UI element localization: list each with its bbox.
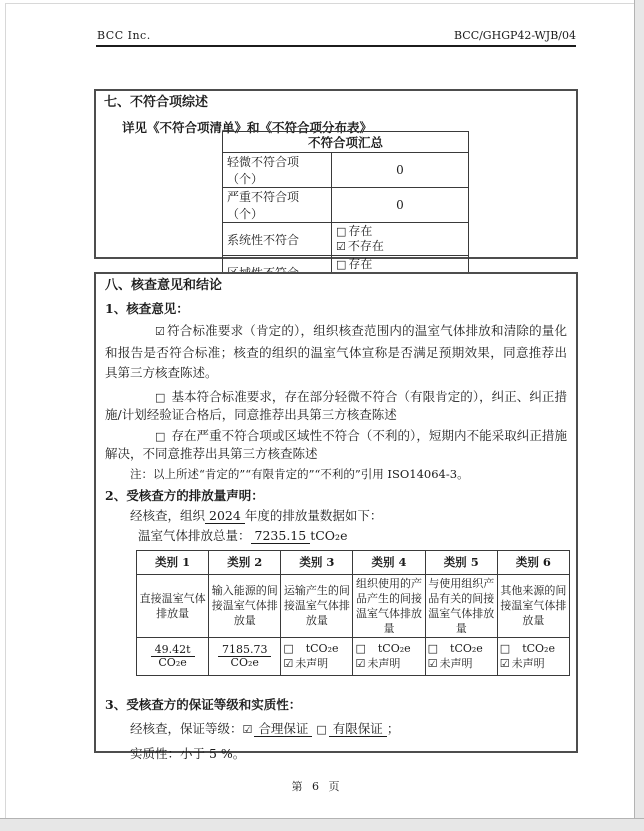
report-year: 2024 [205,508,245,524]
opinion-heading: 1、核查意见： [105,301,189,316]
checkbox-checked-icon: ☑ [336,240,346,253]
undeclared-label: 未声明 [367,657,401,670]
unit: tCO₂e [522,642,555,655]
emission-categories-table [136,550,570,676]
scan-border-line-horizontal [5,3,634,4]
checkbox-unchecked-icon: □ [355,642,366,655]
intro-suffix: 年度的排放量数据如下： [244,507,383,523]
amount: 7185.73 [218,643,272,657]
assurance-heading: 3、受核查方的保证等级和实质性： [105,696,302,712]
header-company: BCC Inc. [97,29,151,42]
declaration-heading: 2、受核查方的排放量声明： [105,487,264,503]
opinion-note: 注：以上所述“肯定的”“有限肯定的”“不利的”引用 ISO14064-3。 [130,466,469,481]
category4-value [353,637,425,675]
checkbox-unchecked-icon: □ [336,258,347,271]
scan-edge-bottom [0,818,644,831]
systemic-nc-label: 系统性不符合 [223,223,332,256]
category-description: 组织使用的产品产生的间接温室气体排放量 [353,574,425,637]
table-header-row [137,550,570,574]
checkbox-checked-icon: ☑ [427,657,438,670]
checkbox-unchecked-icon: □ [336,225,347,238]
undeclared-label: 未声明 [511,657,545,670]
table-row [223,223,469,256]
opinion-text: 基本符合标准要求，存在部分轻微不符合（有限肯定的），纠正、纠正措施/计划经验证合格后，同意推荐出具第三方核查陈述 [105,388,567,422]
limited-assurance-label: 有限保证 [329,721,387,737]
section-verification-conclusion [94,272,578,761]
category-header: 类别 6 [497,550,569,574]
category-header: 类别 1 [137,550,209,574]
total-unit: tCO₂e [310,527,348,543]
reasonable-assurance-label: 合理保证 [254,721,312,737]
intro-prefix: 经核查，组织 [130,507,206,523]
category-header: 类别 2 [209,550,281,574]
major-nc-label: 严重不符合项（个） [223,188,332,223]
table-title: 不符合项汇总 [223,132,469,153]
category-description: 输入能源的间接温室气体排放量 [209,574,281,637]
category6-value [497,637,569,675]
unit: CO₂e [230,656,259,669]
table-description-row [137,574,570,637]
nonconformity-summary-table [222,131,469,289]
section7-title: 七、不符合项综述 [104,95,209,110]
page-number: 第 6 页 [291,780,343,793]
category-header: 类别 4 [353,550,425,574]
assurance-prefix: 经核查，保证等级： [130,720,243,736]
option-label: 存在 [348,257,373,271]
table-row [223,132,469,153]
header-doc-number: BCC/GHGP42-WJB/04 [453,29,576,42]
category1-value [137,637,209,675]
scan-edge-right [634,0,644,831]
opinion-option-limited [105,388,567,423]
major-nc-value: 0 [332,188,469,223]
minor-nc-label: 轻微不符合项（个） [223,153,332,188]
section8-title: 八、核查意见和结论 [105,278,223,293]
unit: CO₂e [158,656,187,669]
opinion-text: 存在严重不符合项或区域性不符合（不利的），短期内不能采取纠正措施解决，不同意推荐出具第三方核查陈述 [105,427,567,461]
unit: tCO₂e [450,642,483,655]
section7-subtitle: 详见《不符合项清单》和《不符合项分布表》 [122,120,373,135]
checkbox-checked-icon: ☑ [355,657,366,670]
category3-value [281,637,353,675]
option-label: 不存在 [347,239,384,253]
option-label: 存在 [348,224,373,238]
section-nonconformity-summary [94,89,578,271]
category-description: 直接温室气体排放量 [137,574,209,637]
checkbox-checked-icon: ☑ [155,325,165,338]
checkbox-unchecked-icon: □ [155,390,166,404]
header-rule [96,45,576,47]
minor-nc-value: 0 [332,153,469,188]
undeclared-label: 未声明 [439,657,473,670]
scan-border-line-vertical [5,3,6,818]
category-description: 其他来源的间接温室气体排放量 [497,574,569,637]
category-description: 运输产生的间接温室气体排放量 [281,574,353,637]
table-row [223,188,469,223]
checkbox-unchecked-icon: □ [283,642,294,655]
category-header: 类别 5 [425,550,497,574]
assurance-tail: ； [386,720,400,736]
unit: tCO₂e [377,642,411,655]
checkbox-unchecked-icon: □ [427,642,439,655]
total-label: 温室气体排放总量： [138,527,251,543]
total-value: 7235.15 [251,528,311,544]
checkbox-unchecked-icon: □ [155,429,166,443]
unit: tCO₂e [305,642,339,655]
table-values-row [137,637,570,675]
checkbox-unchecked-icon: □ [316,722,327,736]
checkbox-checked-icon: ☑ [499,657,510,670]
declaration-intro [130,508,567,524]
category-header: 类别 3 [281,550,353,574]
opinion-option-positive [105,321,567,384]
category2-value [209,637,281,675]
checkbox-checked-icon: ☑ [242,722,253,736]
category-description: 与使用组织产品有关的间接温室气体排放量 [425,574,497,637]
table-row [223,153,469,188]
opinion-option-adverse [105,427,567,462]
opinion-text: 符合标准要求（肯定的），组织核查范围内的温室气体排放和清除的量化和报告是否符合标准；核查的组织的温室气体宣称是否满足预期效果，同意推荐出具第三方核查陈述。 [105,323,567,380]
materiality-line: 实质性：小于 5 %。 [130,745,246,761]
systemic-nc-options [332,223,469,256]
category5-value [425,637,497,675]
total-emission-line [138,528,567,544]
undeclared-label: 未声明 [295,657,329,670]
assurance-line [130,720,567,738]
checkbox-checked-icon: ☑ [283,657,294,670]
amount: 49.42t [151,643,195,657]
checkbox-unchecked-icon: □ [499,642,511,655]
